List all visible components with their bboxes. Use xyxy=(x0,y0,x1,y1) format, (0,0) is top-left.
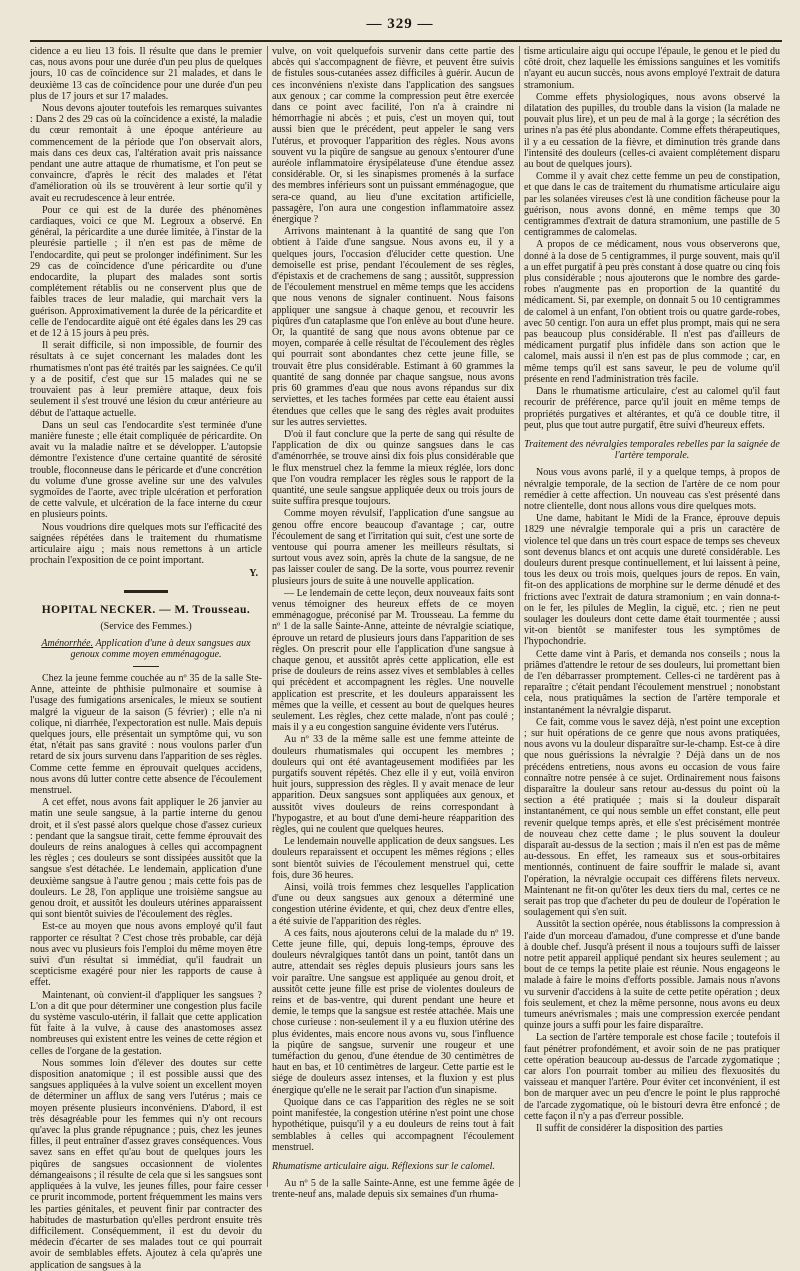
paragraph: A ces faits, nous ajouterons celui de la malade du nº 19. Cette jeune fille, qui, depuis long-temps, éprouve des douleurs névralgiques tantôt dans un point, tantôt dans un autre, attendait ses règles depuis plusieurs jours sans les voir paraître. Une sangsue est appliquée au genou droit, et aussitôt cette jeune fille est prise de violentes douleurs de reins et de bas-ventre, qui durent pendant une heure et demie, le temps que la sangsue est restée attachée. Mais une chose curieuse : non-seulement il y a eu fluxion utérine des plus évidentes, mais encore nous avons vu, sous l'influence la piqûre de sangsue, survenir une rougeur et une tuméfaction du genou, d'une étendue de 30 centimètres de haut en bas, et 10 centimètres de largeur. Cette partie est le siége de douleurs assez intenses, et la fluxion y est plus énergique qu'elle ne le serait par l'action d'un sinapisme. xyxy=(272,927,514,1096)
paragraph: Aussitôt la section opérée, nous établissons la compression à l'aide d'un morceau d'amadou, d'une compresse et d'une bande à double chef. Jusqu'à présent il nous a toujours suffi de laisser notre petit appareil appliqué pendant six heures seulement ; au bout de ce temps la petite plaie est réunie. Nous engageons le malade à faire le moins d'efforts possible. Jamais nous n'avons vu survenir d'accidens à la suite de cette petite opération ; deux fois seulement, et chez la même personne, nous avons eu deux tumeurs anévrismales ; mais une compression exercée pendant quinze jours a suffi pour les faire disparaître. xyxy=(524,919,780,1032)
paragraph: Nous devons ajouter toutefois les remarques suivantes : Dans 2 des 29 cas où la coïncidence a existé, la maladie du cœur remontait à une époque antérieure au commencement de la période que l'on observait alors, mais dans ces deux cas, l'altération avait pris naissance pendant une autre attaque de rhumatisme, et l'on peut se convaincre, d'après le récit des malades et l'état d'amélioration où ils se trouvèrent à leur sortie qu'il y avait eu recrudescence à leur entrée. xyxy=(30,103,262,204)
case-title-rest: Application d'une à deux sangsues aux genoux comme moyen emménagogue. xyxy=(70,637,251,660)
paragraph: Au nº 5 de la salle Sainte-Anne, est une femme âgée de trente-neuf ans, malade depuis six semaines d'un rhuma- xyxy=(272,1178,514,1201)
paragraph: Il suffit de considérer la disposition des parties xyxy=(536,1123,723,1135)
paragraph: vulve, on voit quelquefois survenir dans cette partie des abcès qui s'accompagnent de fièvre, et peuvent être suivis de fistules sous-cutanées assez difficiles à guérir. Aucun de ces inconvéniens n'existe dans l'application des sangsues aux genoux ; car comme la compression peut être exercée dans ce point avec facilité, l'on n'a à craindre ni hémorrhagie ni abcès ; et puis, c'est un moyen qui, tout aussi bien que le précédent, peut appeler le sang vers l'utérus, et provoquer l'apparition des règles. Nous avons souvent vu la piqûre de sangsue au genoux s'entourer d'une auréole inflammatoire érysipélateuse d'une étendue assez considérable. Or, si les sinapismes promenés à la surface des membres inférieurs sont un puissant emménagogue, que sera-ce quand, au lieu d'une excitation artificielle, passagère, l'on aura une congestion inflammatoire assez énergique ? xyxy=(272,46,514,226)
paragraph: Une dame, habitant le Midi de la France, éprouve depuis 1829 une névralgie temporale qui a pris un caractère de violence tel que dans un très court espace de temps ses cheveux sont devenus blancs et ont acquis une dureté considérable. Les douleurs durent presque continuellement, et lui laissent à peine, tous les deux ou trois mois, quelques jours de repos. En vain, fit-on des applications de morphine sur le derme dénudé et des frictions avec l'extrait de datura stramonium ; en vain donna-t-on le fer, les pilules de Meglin, la ciguë, etc. ; rien ne peut soulager les douleurs dont cette dame était tourmentée ; aussi vit-on bientôt se manifester tous les symptômes de l'hypochondrie. xyxy=(524,513,780,648)
hospital-subtitle: (Service des Femmes.) xyxy=(100,620,192,632)
paragraph: Nous sommes loin d'élever des doutes sur cette disposition anatomique ; il est possible aussi que des sangsues appliquées à la vulve soient un excellent moyen de déterminer un afflux de sang vers l'utérus ; mais ce moyen présente plusieurs inconvéniens. D'abord, il est très désagréable pour les femmes qui n'y ont recours qu'avec la plus grande répugnance ; puis, chez les jeunes filles, il peut entraîner d'assez graves conséquences. Vous savez sans en effet qu'au bout de quelques jours les piqûres de sangsues occasionnent de violentes démangeaisons ; il résulte de cela que si les sangsues sont appliquées à la vulve, les jeunes filles, pour faire cesser ce prurit incommode, portent fréquemment les mains vers les parties génitales, et peuvent finir par contracter des habitudes de masturbation qu'elles perdront ensuite très difficilement. Conséquemment, il est du devoir du médecin d'écarter de ses malades tout ce qui pourrait avoir de semblables effets. Ajoutez à cela qu'après une application de sangsues à la xyxy=(30,1057,262,1271)
page-number: — 329 — xyxy=(366,16,434,32)
paragraph: Ce fait, comme vous le savez déjà, n'est point une exception ; sur huit opérations de ce genre que nous avons pratiquées, nous avons vu la douleur disparaître sur-le-champ. Est-ce à dire que nous guérissions la névralgie ? Déjà dans un de nos précédens entretiens, nous avons eu occasion de vous faire connaître notre pensée à ce sujet. Ordinairement nous faisons disparaître la douleur sans retour au-dessus du point où la section a été pratiquée ; mais si la douleur disparaît instantanément, ce qui nous semble un effet constant, elle peut revenir quelque temps après, et elle s'est précisément montrée de nouveau chez cette dame ; le plus souvent la douleur disparaît au-dessus de la section ; mais il n'en est pas de même au-dessous. En effet, les rameaux sus et sous-orbitaires mentionnés, continuent de faire souffrir le malade si, avant l'opération, la névralgie occupait ces différens filets nerveux. Maintenant ne fit-on qu'ôter les deux tiers du mal, certes ce ne serait pas trop que d'acheter du peu de douleur de l'opération le soulagement qui s'en suit. xyxy=(524,716,780,919)
paragraph: Ainsi, voilà trois femmes chez lesquelles l'application d'une ou deux sangsues aux genoux a déterminé une congestion utérine évidente, et qui, chez deux d'entre elles, a été suivie de l'apparition des règles. xyxy=(272,882,514,927)
author-signature: Y. xyxy=(249,568,258,580)
section-heading: Rhumatisme articulaire aigu. Réflexions sur le calomel. xyxy=(272,1160,495,1172)
column-3 xyxy=(524,46,780,1189)
paragraph: tisme articulaire aigu qui occupe l'épaule, le genou et le pied du côté droit, chez laquelle les émissions sanguines et les vomitifs n'ayant eu aucun succès, nous avons employé l'extrait de datura stramonium. xyxy=(524,46,780,91)
paragraph: Arrivons maintenant à la quantité de sang que l'on obtient à l'aide d'une sangsue. Nous avons eu, il y a quelques jours, l'occasion d'élucider cette question. Une demoiselle est prise, pendant l'écoulement de ses règles, d'épistaxis et de crachemens de sang ; aussitôt, suppression de l'écoulement menstruel en même temps que les accidens que nous venons de signaler continuent. Nous faisons appliquer une sangsue à chaque genou, et recouvrir les piqûres d'un cataplasme que l'on enlève au bout d'une heure. Or, la quantité de sang que nous avons obtenue par ce moyen, comparée à celle résultat de l'écoulement des règles qui pourrait sont abondantes chez cette jeune fille, se trouvait être plus considérable. Estimant à 60 grammes la quantité de sang donnée par chaque sangsue, nous avons pris 60 grammes d'eau que nous avons répandus sur dix serviettes, et les taches formées par cette eau étaient aussi étendues que celles que le sang des règles avait produites sur les autres serviettes. xyxy=(272,226,514,428)
paragraph: D'où il faut conclure que la perte de sang qui résulte de l'application de dix ou quinze sangsues dans le cas d'aménorrhée, se trouve ainsi dix fois plus considérable que le flux menstruel chez la femme la mieux réglée, lors donc que l'on voudra remplacer les règles sous le rapport de la quantité, une seule sangsue appliquée deux ou trois jours de suite suffira presque toujours. xyxy=(272,428,514,508)
paragraph: Maintenant, où convient-il d'appliquer les sangsues ? L'on a dit que pour déterminer une congestion plus facile du système vasculo-utérin, il fallait que cette application fût faite à la vulve, à cause des anastomoses assez nombreuses qui existent entre les veines de cette région et celles de l'organe de la gestation. xyxy=(30,989,262,1057)
paragraph: Comme effets physiologiques, nous avons observé la dilatation des pupilles, du trouble dans la vision (la malade ne pouvait plus lire), et un peu de mal à la gorge ; la sécrétion des urines n'a pas été plus abondante. Comme effets thérapeutiques, il y a eu cessation de la fièvre, et diminution très grande dans l'intensité des douleurs (celles-ci avaient complétement disparu au bout de quelques jours). xyxy=(524,91,780,171)
paragraph: Dans un seul cas l'endocardite s'est terminée d'une manière funeste ; elle était compliquée de péricardite. On avait vu la maladie naître et se développer. L'autopsie démontre l'existence d'une certaine quantité de sérosité trouble, floconneuse dans le péricarde et d'une concrétion du volume d'une grosse aveline sur une des valvules sygmoïdes de l'aorte, avec triple ulcération et perforation de cette valvule, et ulcération de la face interne du cœur en plusieurs points. xyxy=(30,419,262,521)
paragraph: Est-ce au moyen que nous avons employé qu'il faut rapporter ce résultat ? C'est chose très probable, car déjà nous avec vu plusieurs fois l'emploi du même moyen être suivi d'un résultat si immédiat, qu'il faudrait un scepticisme exagéré pour nier les rapports de cause à effet. xyxy=(30,921,262,989)
paragraph: A cet effet, nous avons fait appliquer le 26 janvier au matin une seule sangsue, à la partie interne du genou droit, et il s'est passé alors quelque chose d'assez curieux : pendant que la sangsue tirait, cette femme éprouvait des douleurs de reins analogues à celles qui accompagnent les règles ; ces douleurs se sont dissipées aussitôt que la sangsue s'est détachée. Le lendemain, application d'une deuxième sangsue à l'autre genou ; mais cette fois pas de douleurs. Le 28, l'on applique une troisième sangsue au genou droit, et aussitôt les douleurs utérines apparaissent qui sont bientôt suivies de l'écoulement des règles. xyxy=(30,797,262,921)
paragraph: Nous voudrions dire quelques mots sur l'efficacité des saignées répétées dans le traitement du rhumatisme articulaire aigu ; mais nous remettons à un article prochain l'exposition de ce point important. xyxy=(30,521,262,567)
paragraph: Dans le rhumatisme articulaire, c'est au calomel qu'il faut recourir de préférence, parce qu'il jouit en même temps de propriétés purgatives et altérantes, et qu'à ce double titre, il peut, plus que tout autre purgatif, être suivi d'heureux effets. xyxy=(524,386,780,431)
paragraph: Le lendemain nouvelle application de deux sangsues. Les douleurs reparaissent et occupent les mêmes régions ; elles sont bientôt suivies de l'écoulement menstruel qui, cette fois, dure 36 heures. xyxy=(272,836,514,881)
paragraph: Quoique dans ce cas l'apparition des règles ne se soit point manifestée, la congestion utérine n'est point une chose hypothétique, puisqu'il y a eu douleurs de reins tout à fait semblables à celles qui accompagnent l'écoulement menstruel. xyxy=(272,1096,514,1153)
header-rule xyxy=(30,40,782,42)
short-rule xyxy=(133,666,159,667)
paragraph: Cette dame vint à Paris, et demanda nos conseils ; nous la priâmes d'attendre le retour de ses douleurs, lui promettant bien de l'en débarrasser promptement. Celles-ci ne tardèrent pas à reparaître ; c'était pendant l'écoulement menstruel ; nonobstant cela, nous pratiquâmes la section de l'artère temporale et instantanément la névralgie disparut. xyxy=(524,648,780,716)
column-1 xyxy=(30,46,262,1271)
column-2 xyxy=(272,46,514,1201)
paragraph: Pour ce qui est de la durée des phénomènes cardiaques, voici ce que M. Legroux a observé. En général, la péricardite a une durée limitée, à l'instar de la pleurésie partielle ; il n'en est pas de même de l'endocardite, qui peut se prolonger indéfiniment. Sur les 29 cas de coïncidence d'une péricardite ou d'une endocardite, la plupart des malades sont sortis complétement rétablis ou ne conservent plus que de faibles traces de leur maladie, qui marchait vers la guérison. Approximativement la durée de la péricardite et celle de l'endocardite aiguë ont été égales dans les 29 cas et de 12 à 15 jours à peu près. xyxy=(30,204,262,340)
section-heading: Traitement des névralgies temporales rebelles par la saignée de l'artère temporale. xyxy=(524,438,780,462)
paragraph: Il serait difficile, si non impossible, de fournir des résultats à ce sujet concernant les malades dont les rhumatismes n'ont pas été traités par les saignées. Ce qu'il y a de positif, c'est que sur 15 malades qui ne se trouvaient pas à leur première attaque, deux fois seulement il s'est trouvé une lésion du cœur antérieure au début de l'attaque actuelle. xyxy=(30,340,262,419)
paragraph: Comme moyen révulsif, l'application d'une sangsue au genou offre encore beaucoup d'avantage ; car, outre l'écoulement de sang et l'irritation qui suit, c'est une sorte de ventouse qui pourra amener les meilleurs résultats, si surtout vous avez soin, après la chute de la sangsue, de ne pas laisser couler de sang. De la sorte, vous pourrez revenir plusieurs jours de suite à une nouvelle application. xyxy=(272,508,514,587)
column-divider xyxy=(519,46,520,1187)
paragraph: Comme il y avait chez cette femme un peu de constipation, et que dans le cas de traitement du rhumatisme articulaire aigu par les solanées vireuses c'est là une condition fâcheuse pour la guérison, nous avons donné, en même temps que 30 centigrammes d'extrait de datura stramonium, une pastille de 5 centigrammes de calomelas. xyxy=(524,171,780,239)
paragraph: Au nº 33 de la même salle est une femme atteinte de douleurs rhumatismales qui occupent les membres ; douleurs qui ont été avantageusement modifiées par les purgatifs souvent répétés. Chez elle il y eut, voilà environ huit jours, suppression des règles. Il y avait menace de leur apparition. Deux sangsues sont appliquées aux genoux, et aussitôt vives douleurs de reins correspondant à l'hypogastre, et au bout d'une demi-heure réapparition des règles, qui ne coulent que quelques heures. xyxy=(272,734,514,836)
case-title-lead: Aménorrhée. xyxy=(41,637,94,649)
case-title xyxy=(30,638,262,660)
paragraph: La section de l'artère temporale est chose facile ; toutefois il faut pénétrer profondément, et avoir soin de ne pas pratiquer cette opération beaucoup au-dessus de l'arcade zygomatique ; car alors l'on pourrait tomber au milieu des flexuosités du vaisseau et manquer l'artère. Pour éviter cet inconvénient, il est bon de marquer avec un peu d'encre le point le plus rapproché de l'arcade zygomatique, où le bistouri devra être enfoncé ; de cette façon il n'y a pas d'erreur possible. xyxy=(524,1032,780,1122)
column-divider xyxy=(267,46,268,1187)
paragraph: A propos de ce médicament, nous vous observerons que, donné à la dose de 5 centigrammes, il purge souvent, mais qu'il a un effet purgatif à peu près constant à dose quatre ou cinq fois plus considérable ; nous ajouterons que le nombre des garde-robes n'augmente pas en proportion de la quantité du médicament. Si, par exemple, on donnait 5 ou 10 centigrammes de calomel à un enfant, l'on obtient trois ou quatre garde-robes, avec 50 centigr. l'on aura un effet plus prompt, mais qui ne sera pas beaucoup plus considérable. Il n'est pas d'ailleurs de médicament purgatif plus infidèle dans son action que le calomel, mais aussi il n'en est pas de plus commode ; car, en même temps qu'il est sans saveur, le peu de volume qu'il présente en rend l'administration très facile. xyxy=(524,239,780,385)
paragraph: — Le lendemain de cette leçon, deux nouveaux faits sont venus témoigner des heureux effets de ce moyen emménagogue, préconisé par M. Trousseau. La femme du nº 1 de la salle Sainte-Anne, atteinte de névralgie sciatique, éprouve un retard de plusieurs jours dans l'apparition de ses règles. On prescrit pour elle l'application d'une sangsue à chaque genou, et aussitôt après cette application, elle est prise de douleurs de reins assez vives et semblables à celles qui précèdent et accompagnent les règles. Une nouvelle application est prescrite, et les douleurs apparaissent les mêmes que la veille, et cessent au bout de quelques heures seulement. Les règles, chez cette malade, n'ont pas coulé ; mais il y a eu congestion sanguine évidente vers l'utérus. xyxy=(272,587,514,734)
paragraph: cidence a eu lieu 13 fois. Il résulte que dans le premier cas, nous avons pour une durée d'un peu plus de quelques jours, 10 cas de coïncidence sur 21 malades, et dans le deuxième 13 cas de coïncidence pour une durée d'un peu plus de 17 jours et sur 17 malades. xyxy=(30,46,262,102)
paragraph: Chez la jeune femme couchée au nº 35 de la salle Ste-Anne, atteinte de phthisie pulmonaire et soumise à l'usage des fumigations arsenicales, le mieux se soutient malgré la vigueur de la saison (5 février) ; elle n'a ni colique, ni diarrhée, l'expectoration est nulle. Mais depuis quelques jours, elle présentait un symptôme qui, vu son état, n'était pas sans gravité : nous voulons parler d'un retard de six jours survenu dans l'apparition de ses règles. Comme cette femme en éprouvait quelques accidens, nous avons dû lutter contre cette absence de l'écoulement menstruel. xyxy=(30,672,262,796)
hospital-title: HOPITAL NECKER. — M. Trousseau. xyxy=(41,603,251,616)
section-separator xyxy=(124,590,168,593)
paragraph: Nous vous avons parlé, il y a quelque temps, à propos de névralgie temporale, de la section de l'artère de ce nom pour remédier à cette affection. Un nouveau cas s'est présenté dans notre clientelle, dont nous allons vous dire quelques mots. xyxy=(524,467,780,512)
